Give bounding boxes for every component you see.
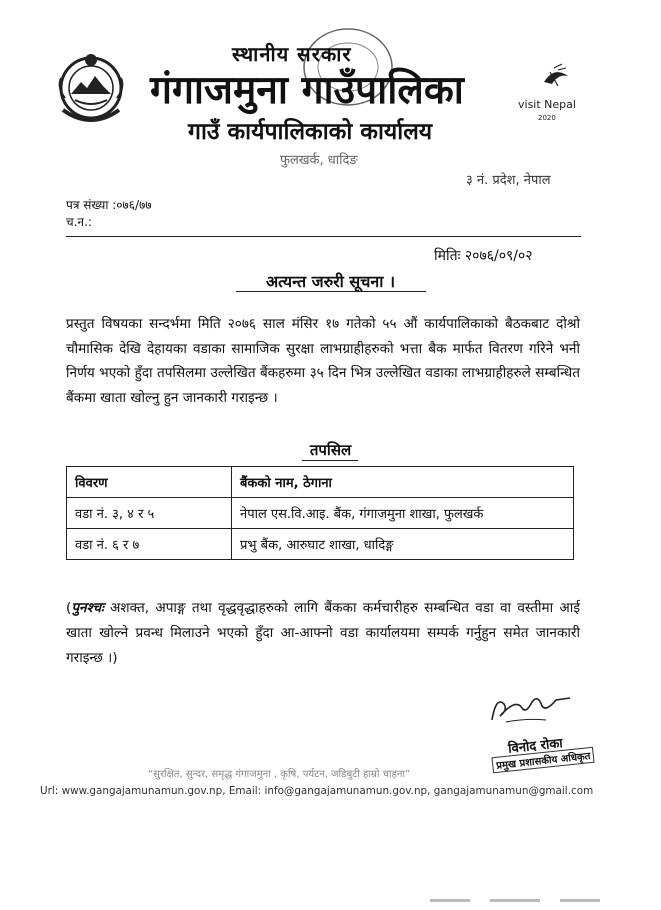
table-row — [67, 529, 574, 560]
dispatch-number: च.न.: — [66, 215, 92, 229]
header-rule — [66, 236, 581, 237]
bank-cell: प्रभु बैंक, आरुघाट शाखा, धादिङ्ग — [232, 529, 574, 560]
bank-cell: नेपाल एस.वि.आइ. बैंक, गंगाजमुना शाखा, फुलखर्क — [232, 498, 574, 529]
header-top-line: स्थानीय सरकार — [232, 42, 352, 66]
tapasil-underline — [302, 460, 358, 461]
table-header-row — [67, 467, 574, 498]
signatory-name: विनोद रोका — [507, 736, 564, 757]
nepal-emblem-icon — [55, 48, 127, 126]
visit-nepal-word: visit Nepal — [518, 98, 576, 111]
visit-nepal-logo-icon — [514, 62, 594, 132]
ward-cell: वडा नं. ६ र ७ — [67, 529, 232, 560]
footer-contact: Url: www.gangajamunamun.gov.np, Email: info@gangajamunamun.gov.np, gangajamunamun@gmail.com — [40, 785, 594, 797]
notice-body: प्रस्तुत विषयका सन्दर्भमा मिति २०७६ साल मंसिर १७ गतेको ५५ औं कार्यपालिकाको बैठकबाट दोश्रो चौमासिक देखि देहायका वडाका सामाजिक सुरक्षा लाभग्राहीहरुको भत्ता बैक मार्फत वितरण गरिने भनी निर्णय भएको हुँदा तपसिलमा उल्लेखित बैंकहरुमा ३५ दिन भित्र उल्लेखित वडाका लाभग्राहीहरुले सम्बन्धित बैंकमा खाता खोल्नु हुन जानकारी गराइन्छ । — [66, 316, 580, 406]
signatory-title: प्रमुख प्रशासकीय अधिकृत — [491, 747, 595, 774]
page-edge-marks — [430, 898, 610, 904]
notice-title: अत्यन्त जरुरी सूचना । — [265, 272, 396, 291]
column-header: विवरण — [67, 467, 232, 498]
postscript-open: ( — [66, 600, 72, 616]
signature-icon — [486, 690, 576, 726]
notice-date: मितिः २०७६/०९/०२ — [434, 248, 533, 264]
slogan: “सुरक्षित, सुन्दर, समृद्ध गंगाजमुना , कृषि, पर्यटन, जडिबुटी हाम्रो चाहना” — [148, 769, 411, 780]
postscript — [66, 596, 580, 671]
visit-nepal-year: 2020 — [538, 114, 556, 122]
bank-table — [66, 466, 574, 560]
province-label: ३ नं. प्रदेश, नेपाल — [466, 173, 551, 188]
office-location: फुलखर्क, धादिङ — [280, 153, 358, 168]
reference-number: पत्र संख्या :०७६/७७ — [66, 198, 152, 212]
tapasil-heading: तपसिल — [309, 441, 352, 459]
title-underline — [236, 291, 426, 292]
column-header: बैंकको नाम, ठेगाना — [232, 467, 574, 498]
table-row — [67, 498, 574, 529]
office-name: गाउँ कार्यपालिकाको कार्यालय — [188, 119, 433, 145]
org-name: गंगाजमुना गाउँपालिका — [150, 68, 464, 113]
ward-cell: वडा नं. ३, ४ र ५ — [67, 498, 232, 529]
postscript-text: अशक्त, अपाङ्ग तथा वृद्धवृद्धाहरुको लागि बैंकका कर्मचारीहरु सम्बन्धित वडा वा वस्तीमा आई खाता खोल्ने प्रवन्ध मिलाउने भएको हुँदा आ-आफ्नो वडा कार्यालयमा सम्पर्क गर्नुहुन समेत जानकारी गराइन्छ ।) — [66, 600, 580, 666]
postscript-label: पुनश्चः — [71, 600, 104, 616]
